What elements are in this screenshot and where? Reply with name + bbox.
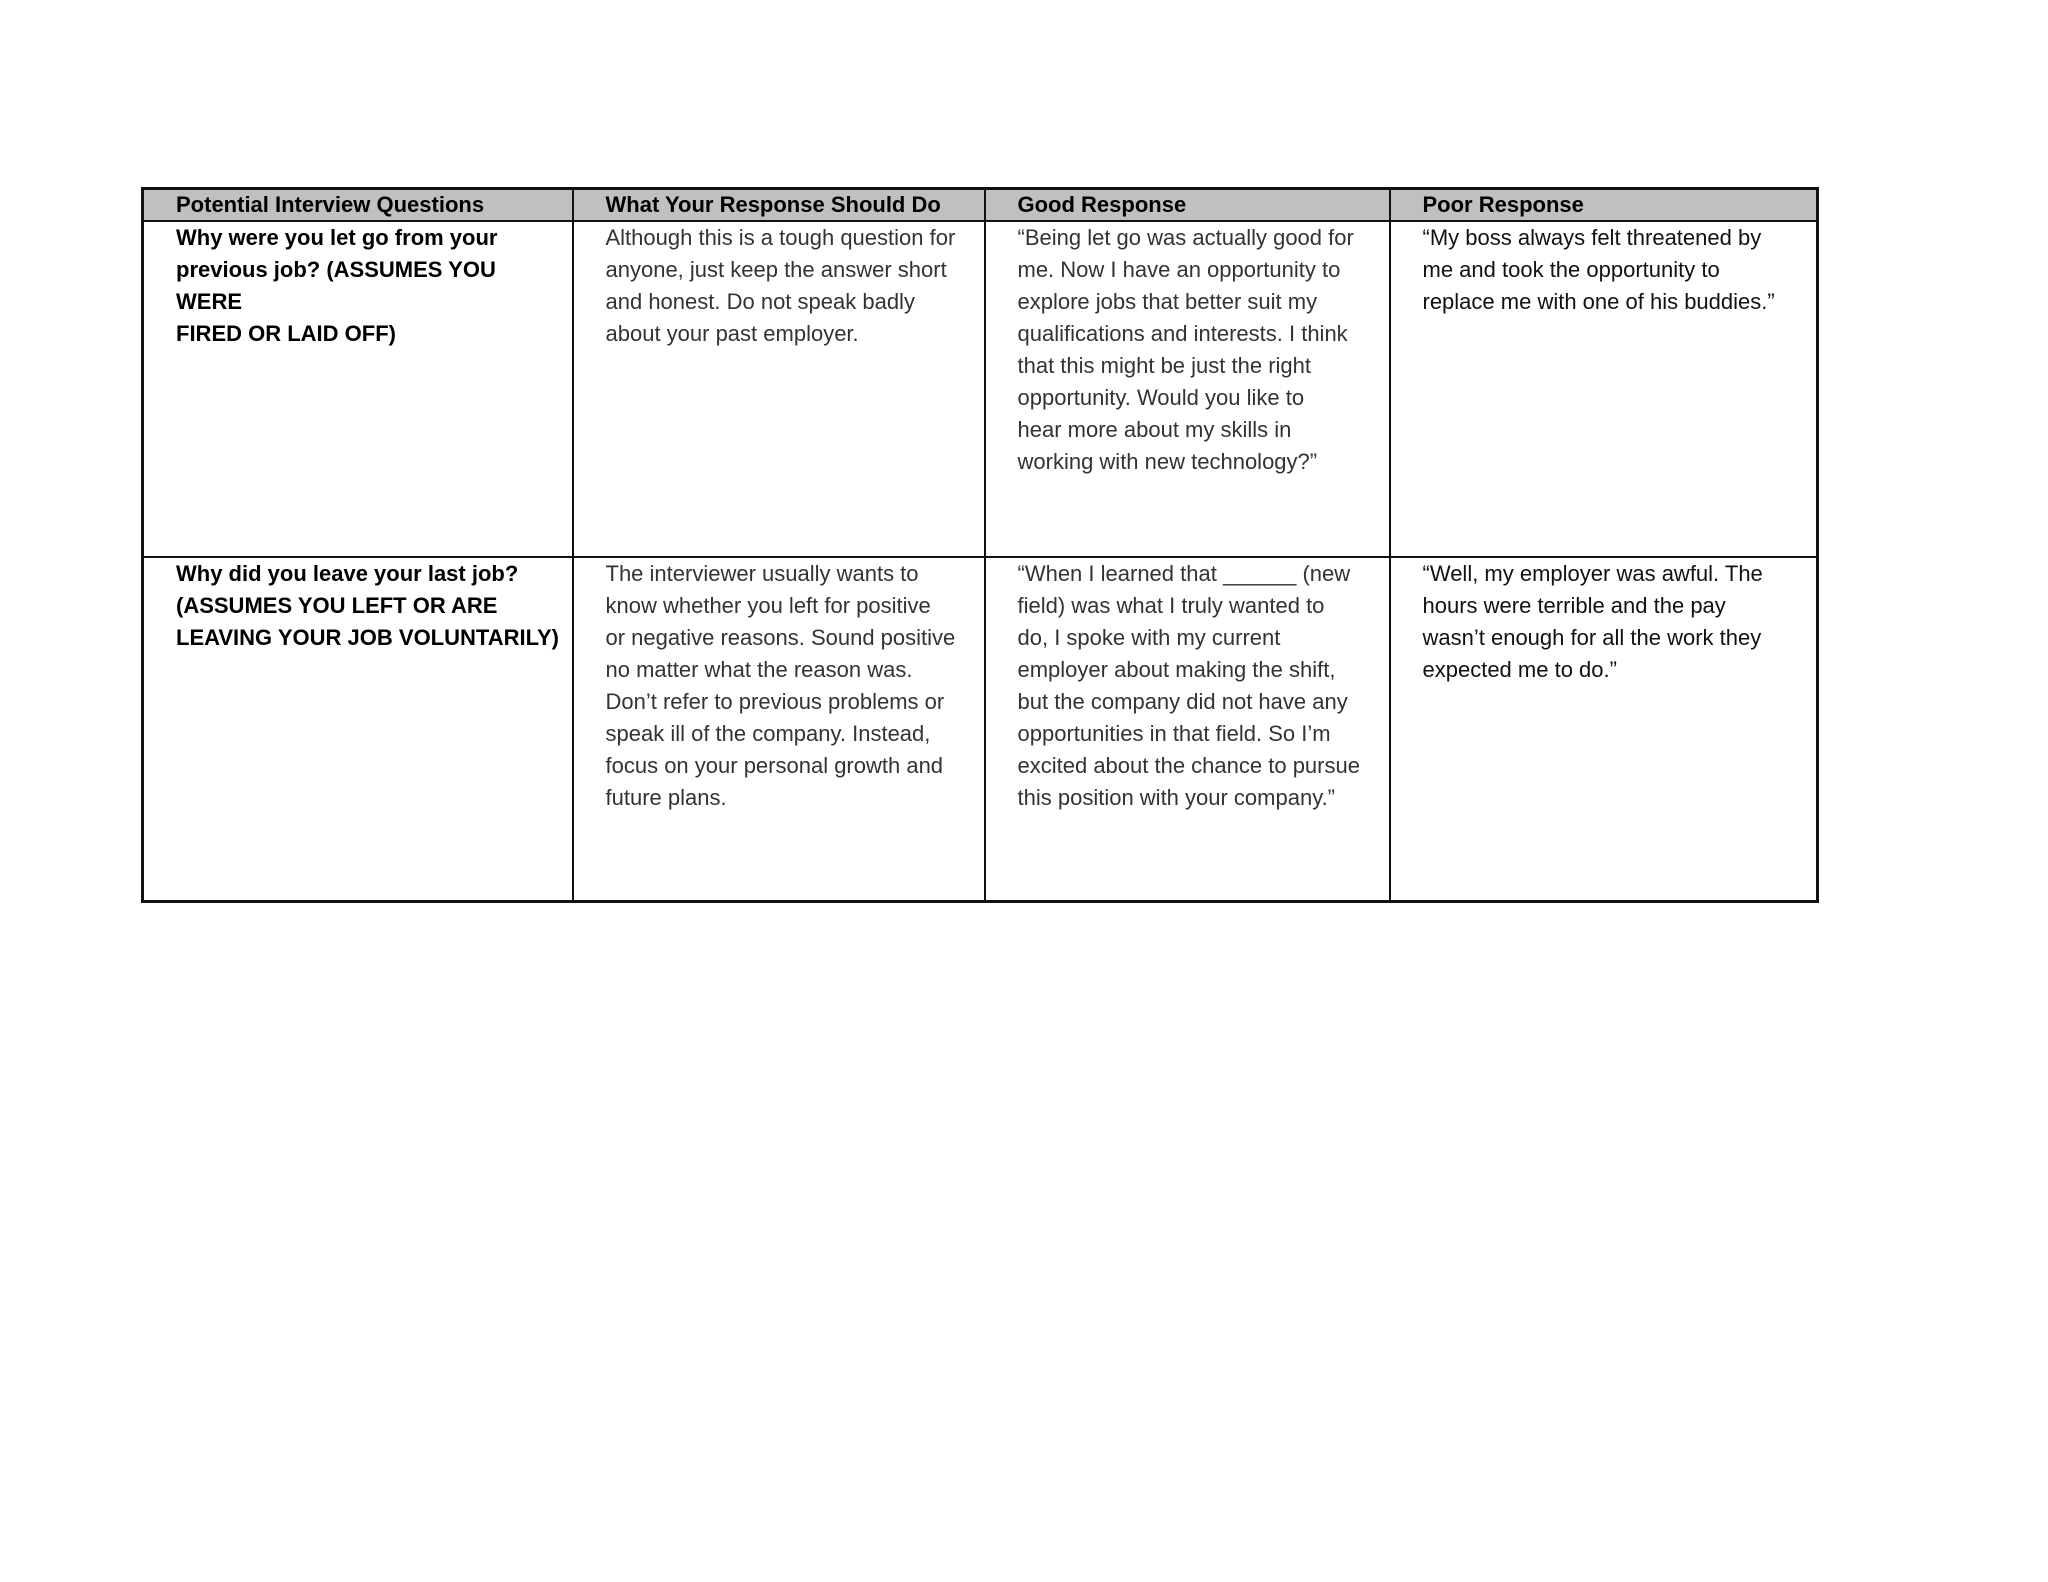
- table-row: [143, 557, 1818, 902]
- question-text: Why were you let go from your previous job? (ASSUMES YOU WERE FIRED OR LAID OFF): [176, 225, 498, 346]
- header-poor-response: Poor Response: [1390, 189, 1818, 222]
- good-response-cell: [985, 221, 1390, 557]
- table-row: [143, 221, 1818, 557]
- poor-response-cell: [1390, 221, 1818, 557]
- poor-response-text: “My boss always felt threatened by me and took the opportunity to replace me with one of his buddies.”: [1422, 225, 1775, 314]
- header-questions: Potential Interview Questions: [143, 189, 573, 222]
- header-good-response: Good Response: [985, 189, 1390, 222]
- header-row: [143, 189, 1818, 222]
- good-response-cell: [985, 557, 1390, 902]
- should-do-text: The interviewer usually wants to know whether you left for positive or negative reasons. Sound positive no matter what the reason was. Don’t refer to previous problems or speak ill of the company. Instead, focus on your personal growth and future plans.: [605, 561, 956, 810]
- table-body: [143, 221, 1818, 902]
- question-cell: [143, 557, 573, 902]
- should-do-cell: [573, 221, 985, 557]
- question-text: Why did you leave your last job? (ASSUMES YOU LEFT OR ARE LEAVING YOUR JOB VOLUNTARILY): [176, 561, 560, 650]
- poor-response-cell: [1390, 557, 1818, 902]
- should-do-cell: [573, 557, 985, 902]
- good-response-text: “When I learned that ______ (new field) was what I truly wanted to do, I spoke with my current employer about making the shift, but the company did not have any opportunities in that field. So I’m excited about the chance to pursue this position with your company.”: [1017, 561, 1360, 810]
- question-cell: [143, 221, 573, 557]
- interview-questions-table: [141, 187, 1819, 903]
- table-header: [143, 189, 1818, 222]
- good-response-text: “Being let go was actually good for me. Now I have an opportunity to explore jobs that better suit my qualifications and interests. I think that this might be just the right opportunity. Would you like to hear more about my skills in working with new technology?”: [1017, 225, 1354, 474]
- poor-response-text: “Well, my employer was awful. The hours were terrible and the pay wasn’t enough for all the work they expected me to do.”: [1422, 561, 1763, 682]
- header-should-do: What Your Response Should Do: [573, 189, 985, 222]
- should-do-text: Although this is a tough question for anyone, just keep the answer short and honest. Do not speak badly about your past employer.: [605, 225, 956, 346]
